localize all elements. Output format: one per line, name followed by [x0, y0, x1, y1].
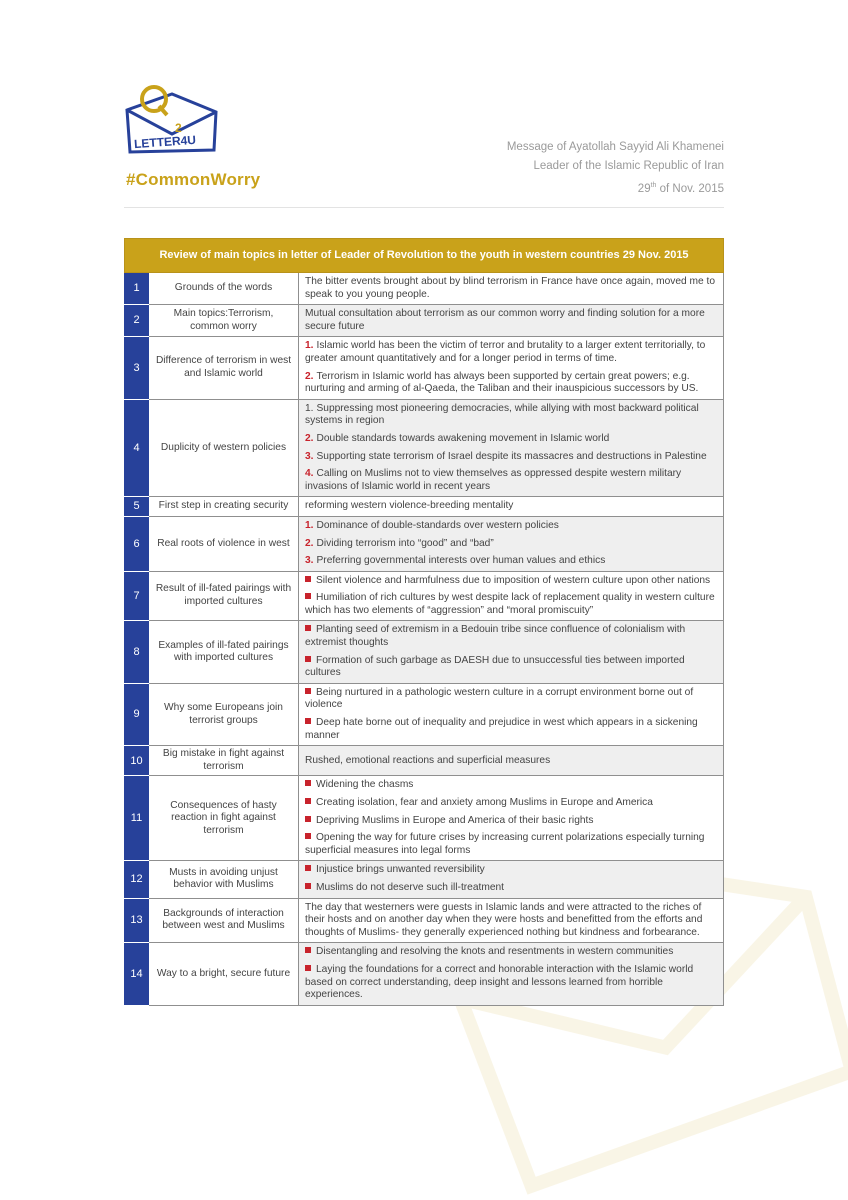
item-text: Laying the foundations for a correct and honorable interaction with the Islamic world based on correct understanding, deep insight and lessons learned from horrible experiences. [305, 963, 694, 1001]
item-marker: 3. [305, 555, 314, 567]
item-marker: 1. [305, 340, 314, 352]
description-item [305, 797, 717, 810]
description-item [305, 717, 717, 742]
item-marker: 2. [305, 537, 314, 549]
row-description [299, 273, 724, 305]
item-text: Disentangling and resolving the knots and resentments in western communities [316, 946, 674, 958]
row-topic: Difference of terrorism in west and Islamic world [149, 337, 299, 399]
row-description [299, 337, 724, 399]
row-number: 5 [125, 497, 149, 517]
item-marker: 2. [305, 432, 314, 444]
item-text: Suppressing most pioneering democracies, while allying with most backward political systems in region [305, 402, 699, 427]
description-item [305, 538, 717, 551]
red-square-bullet-icon [305, 947, 311, 953]
row-number: 1 [125, 273, 149, 305]
meta-title: Leader of the Islamic Republic of Iran [533, 160, 724, 172]
item-text: Being nurtured in a pathologic western culture in a corrupt environment borne out of violence [305, 686, 694, 711]
row-number: 13 [125, 898, 149, 943]
table-row [125, 943, 724, 1005]
item-text: The day that westerners were guests in Islamic lands and were attracted to the riches of their hosts and on another day when they were hosts and benefitted from the efforts and thoughts of Muslims- they generally experienced nothing but kindness and forbearance. [305, 901, 703, 938]
row-topic: Consequences of hasty reaction in fight against terrorism [149, 776, 299, 861]
description-item [305, 832, 717, 857]
item-text: Planting seed of extremism in a Bedouin tribe since confluence of colonialism with extremist thoughts [305, 624, 686, 649]
table-row [125, 516, 724, 571]
row-number: 2 [125, 305, 149, 337]
row-topic: Main topics:Terrorism, common worry [149, 305, 299, 337]
description-item [305, 371, 717, 396]
row-description [299, 943, 724, 1005]
item-text: Opening the way for future crises by increasing current polarizations especially turning superficial measures into legal forms [305, 832, 705, 856]
svg-text:LETTER4U: LETTER4U [133, 132, 197, 152]
item-text: Depriving Muslims in Europe and America of their basic rights [316, 814, 594, 826]
table-row [125, 399, 724, 497]
row-number: 7 [125, 571, 149, 621]
message-metadata [507, 138, 724, 199]
item-text: Dominance of double-standards over western policies [316, 519, 559, 531]
page-header [124, 80, 724, 210]
row-description [299, 571, 724, 621]
table-row [125, 305, 724, 337]
description-item [305, 433, 717, 446]
row-description [299, 746, 724, 776]
row-topic: Examples of ill-fated pairings with imported cultures [149, 621, 299, 683]
row-topic: Backgrounds of interaction between west and Muslims [149, 898, 299, 943]
red-square-bullet-icon [305, 883, 311, 889]
item-text: Creating isolation, fear and anxiety among Muslims in Europe and America [316, 797, 653, 808]
row-number: 8 [125, 621, 149, 683]
row-topic: Duplicity of western policies [149, 399, 299, 497]
table-row [125, 746, 724, 776]
red-square-bullet-icon [305, 593, 311, 599]
letter4u-logo [124, 80, 274, 195]
item-text: Silent violence and harmfulness due to imposition of western culture upon other nations [316, 574, 711, 586]
description-item [305, 451, 717, 464]
description-item [305, 655, 717, 680]
row-topic: Grounds of the words [149, 273, 299, 305]
item-text: Supporting state terrorism of Israel despite its massacres and destructions in Palestine [316, 450, 707, 462]
item-text: reforming western violence-breeding mentality [305, 500, 514, 512]
red-square-bullet-icon [305, 688, 311, 694]
hashtag-common-worry: #CommonWorry [126, 170, 261, 189]
row-description [299, 399, 724, 497]
table-row [125, 683, 724, 745]
description-item [305, 864, 717, 877]
row-topic: Result of ill-fated pairings with imported cultures [149, 571, 299, 621]
row-number: 12 [125, 861, 149, 898]
row-description [299, 776, 724, 861]
description-item [305, 468, 717, 493]
description-item [305, 902, 717, 940]
header-divider [124, 207, 724, 208]
red-square-bullet-icon [305, 718, 311, 724]
item-text: Preferring governmental interests over human values and ethics [316, 555, 606, 567]
description-item [305, 555, 717, 568]
description-item [305, 755, 717, 768]
table-title: Review of main topics in letter of Leader of Revolution to the youth in western countries 29 Nov. 2015 [125, 239, 724, 273]
item-text: Calling on Muslims not to view themselves as oppressed despite western military invasions of Islamic world in recent years [305, 468, 682, 492]
table-row [125, 337, 724, 399]
red-square-bullet-icon [305, 965, 311, 971]
description-item [305, 575, 717, 588]
item-text: Rushed, emotional reactions and superficial measures [305, 754, 551, 766]
red-square-bullet-icon [305, 833, 311, 839]
table-row [125, 273, 724, 305]
table-body [125, 273, 724, 1006]
item-marker: 1. [305, 519, 314, 531]
item-text: Humiliation of rich cultures by west despite lack of replacement quality in western culture which has two elements of “aggression” and “moral promiscuity” [305, 592, 715, 616]
red-square-bullet-icon [305, 576, 311, 582]
item-marker: 2. [305, 370, 314, 382]
row-number: 3 [125, 337, 149, 399]
row-description [299, 898, 724, 943]
item-text: Terrorism in Islamic world has always been supported by certain great powers; e.g. nurturing and arming of al-Qaeda, the Taliban and their inauspicious successors by US. [305, 370, 699, 395]
row-description [299, 305, 724, 337]
description-item [305, 276, 717, 301]
table-row [125, 497, 724, 517]
row-description [299, 516, 724, 571]
red-square-bullet-icon [305, 798, 311, 804]
item-marker: 4. [305, 468, 314, 480]
row-topic: Musts in avoiding unjust behavior with Muslims [149, 861, 299, 898]
item-text: Dividing terrorism into “good” and “bad” [316, 537, 494, 549]
topics-review-table [124, 238, 724, 1006]
description-item [305, 882, 717, 895]
item-text: Deep hate borne out of inequality and prejudice in west which appears in a sickening manner [305, 717, 698, 741]
item-text: Islamic world has been the victim of terror and brutality to a larger extent territorially, to greater amount quantitatively and for a longer period in terms of time. [305, 340, 706, 364]
table-row [125, 898, 724, 943]
row-description [299, 861, 724, 898]
svg-text:2: 2 [175, 121, 182, 135]
red-square-bullet-icon [305, 816, 311, 822]
row-number: 14 [125, 943, 149, 1005]
description-item [305, 815, 717, 828]
description-item [305, 520, 717, 533]
row-number: 11 [125, 776, 149, 861]
red-square-bullet-icon [305, 625, 311, 631]
envelope-logo-icon [124, 82, 219, 162]
row-topic: Why some Europeans join terrorist groups [149, 683, 299, 745]
row-number: 6 [125, 516, 149, 571]
table-row [125, 621, 724, 683]
item-marker: 3. [305, 450, 314, 462]
description-item [305, 403, 717, 428]
red-square-bullet-icon [305, 780, 311, 786]
row-topic: Big mistake in fight against terrorism [149, 746, 299, 776]
row-description [299, 621, 724, 683]
row-number: 9 [125, 683, 149, 745]
description-item [305, 500, 717, 513]
item-text: Mutual consultation about terrorism as our common worry and finding solution for a more secure future [305, 308, 705, 332]
table-row [125, 571, 724, 621]
row-description [299, 497, 724, 517]
table-row [125, 861, 724, 898]
row-number: 4 [125, 399, 149, 497]
item-text: Injustice brings unwanted reversibility [316, 864, 485, 876]
item-text: Formation of such garbage as DAESH due to unsuccessful ties between imported cultures [305, 654, 685, 679]
meta-author: Message of Ayatollah Sayyid Ali Khamenei [506, 141, 724, 153]
description-item [305, 592, 717, 617]
description-item [305, 624, 717, 649]
item-text: Muslims do not deserve such ill-treatment [316, 881, 504, 893]
description-item [305, 964, 717, 1002]
row-number: 10 [125, 746, 149, 776]
table-row [125, 776, 724, 861]
item-marker: 1. [305, 402, 314, 414]
row-topic: Way to a bright, secure future [149, 943, 299, 1005]
meta-date: 29th of Nov. 2015 [637, 182, 724, 195]
description-item [305, 687, 717, 712]
red-square-bullet-icon [305, 656, 311, 662]
description-item [305, 340, 717, 365]
description-item [305, 779, 717, 792]
description-item [305, 946, 717, 959]
item-text: Widening the chasms [316, 779, 414, 791]
row-topic: Real roots of violence in west [149, 516, 299, 571]
item-text: Double standards towards awakening movement in Islamic world [316, 432, 610, 444]
row-description [299, 683, 724, 745]
description-item [305, 308, 717, 333]
red-square-bullet-icon [305, 865, 311, 871]
row-topic: First step in creating security [149, 497, 299, 517]
item-text: The bitter events brought about by blind terrorism in France have once again, moved me to speak to you young people. [305, 276, 715, 300]
